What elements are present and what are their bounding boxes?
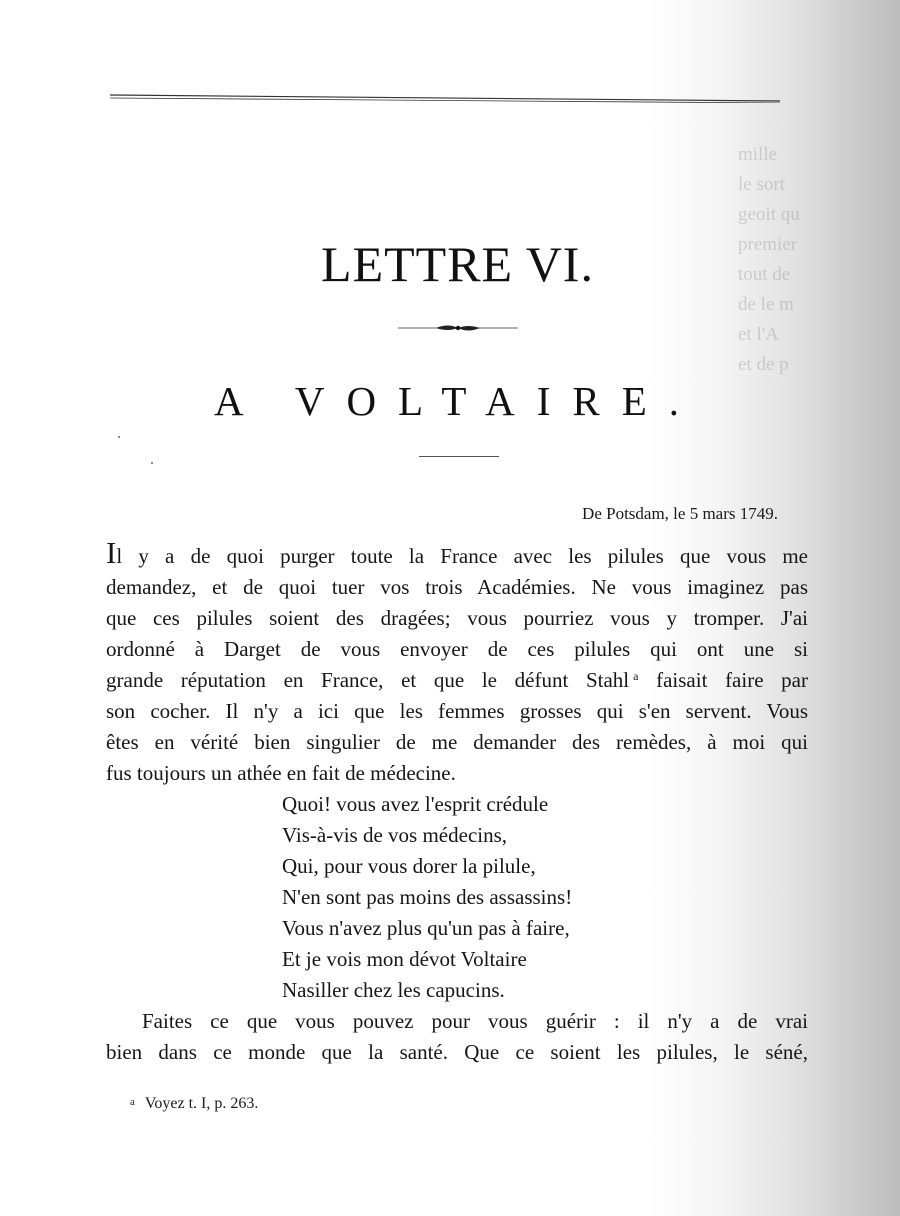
verse-line: Et je vois mon dévot Voltaire (282, 947, 527, 971)
letter-title: LETTRE VI. (321, 236, 594, 292)
body-line: grande réputation en France, et que le défunt Stahl $^a$ faisait faire par (106, 668, 808, 692)
body-line: fus toujours un athée en fait de médecine. (106, 761, 456, 785)
dateline: De Potsdam, le 5 mars 1749. (582, 504, 778, 523)
body-line: que ces pilules soient des dragées; vous pourriez vous y tromper. J'ai (106, 606, 808, 630)
footnote (130, 1091, 258, 1115)
verse-line: Vis-à-vis de vos médecins, (282, 823, 508, 847)
footnote-text: Voyez t. I, p. 263. (144, 1095, 259, 1112)
ornament-divider (396, 321, 520, 335)
body-line: demandez, et de quoi tuer vos trois Académies. Ne vous imaginez pas (106, 575, 808, 599)
letter-body (106, 541, 808, 1068)
body-line: ordonné à Darget de vous envoyer de ces pilules qui ont une si (106, 637, 808, 661)
body-line: son cocher. Il n'y a ici que les femmes grosses qui s'en servent. Vous (106, 699, 808, 723)
verse-line: Vous n'avez plus qu'un pas à faire, (282, 916, 570, 940)
body-line: bien dans ce monde que la santé. Que ce soient les pilules, le séné, (106, 1040, 808, 1064)
footnote-mark: a (130, 1096, 135, 1108)
short-rule (419, 456, 499, 457)
paper-speck (118, 436, 120, 438)
paper-speck (151, 462, 153, 464)
verse-line: Nasiller chez les capucins. (282, 978, 505, 1002)
top-double-rule (110, 93, 780, 103)
verse-line: Quoi! vous avez l'esprit crédule (282, 792, 549, 816)
letter-addressee: A VOLTAIRE. (213, 378, 702, 424)
body-line: Faites ce que vous pouvez pour vous guérir : il n'y a de vrai (142, 1009, 808, 1033)
footnote-reference: a (633, 669, 639, 683)
body-line: Il y a de quoi purger toute la France avec les pilules que vous me (106, 541, 808, 572)
verse-line: Qui, pour vous dorer la pilule, (282, 854, 536, 878)
bleed-through-text: mille le sort geoit qu premier tout de de le m et l'A et de p (738, 144, 800, 375)
verse-line: N'en sont pas moins des assassins! (282, 885, 573, 909)
drop-cap-initial: I (106, 541, 117, 570)
body-line: êtes en vérité bien singulier de me demander des remèdes, à moi qui (106, 730, 808, 754)
